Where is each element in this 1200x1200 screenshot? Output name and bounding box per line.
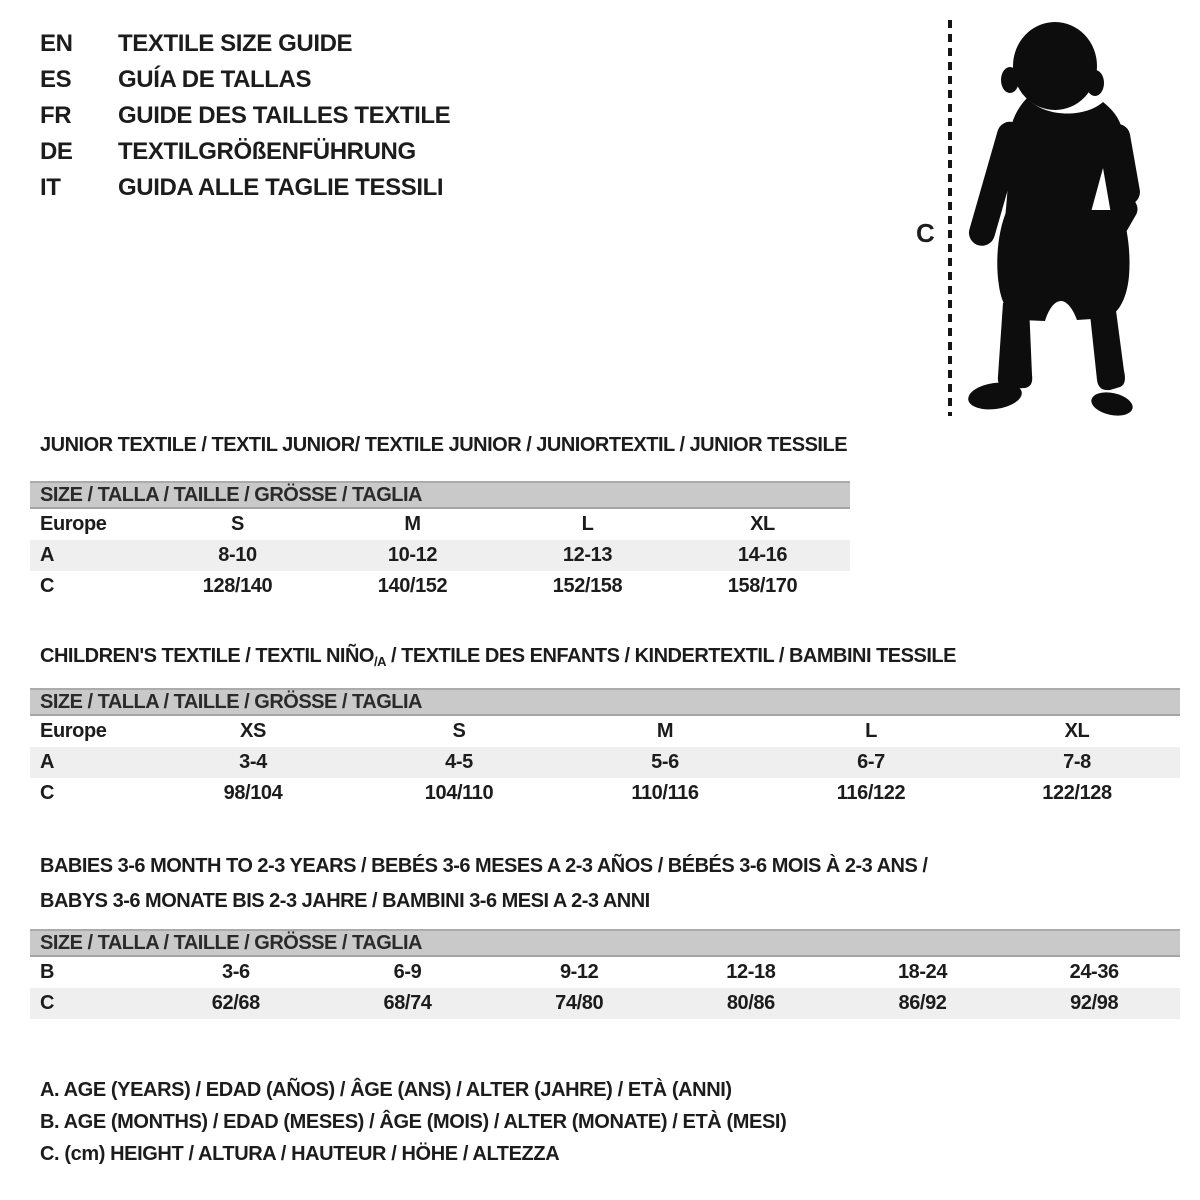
table-cell: 152/158 (552, 575, 623, 597)
height-measure-label: C (916, 218, 935, 248)
table-cell: XL (750, 513, 775, 535)
table-cell: S (231, 513, 244, 535)
table-cell: 8-10 (218, 544, 257, 566)
table-row-height (30, 988, 1180, 1019)
table-cell: 140/152 (377, 575, 448, 597)
table-cell: 104/110 (424, 782, 494, 804)
lang-code: IT (40, 174, 61, 201)
lang-row-es (40, 62, 450, 98)
lang-code: FR (40, 102, 72, 129)
junior-size-table (30, 481, 850, 602)
table-cell: 74/80 (555, 992, 604, 1014)
table-row-height (30, 571, 850, 602)
table-row-europe (30, 716, 1180, 747)
babies-title-line1: BABIES 3-6 MONTH TO 2-3 YEARS / BEBÉS 3-6 MESES A 2-3 AÑOS / BÉBÉS 3-6 MOIS À 2-3 ANS / (40, 855, 928, 877)
table-cell: 24-36 (1069, 961, 1119, 983)
table-cell: 12-18 (726, 961, 776, 983)
row-label: Europe (40, 513, 107, 535)
table-cell: 116/122 (836, 782, 906, 804)
lang-title: GUÍA DE TALLAS (118, 66, 312, 93)
table-cell: 68/74 (383, 992, 432, 1014)
table-cell: 12-13 (562, 544, 613, 566)
table-cell: M (404, 513, 421, 535)
lang-row-de (40, 134, 450, 170)
table-row-height (30, 778, 1180, 809)
babies-section-title (40, 849, 927, 919)
table-cell: 92/98 (1070, 992, 1119, 1014)
babies-size-table (30, 929, 1180, 1019)
table-cell: L (865, 720, 877, 742)
lang-code: EN (40, 30, 73, 57)
children-title-main: CHILDREN'S TEXTILE / TEXTIL NIÑO (40, 645, 374, 667)
legend-line-b: B. AGE (MONTHS) / EDAD (MESES) / ÂGE (MOIS) / ALTER (MONATE) / ETÀ (MESI) (40, 1111, 787, 1133)
table-row-europe (30, 509, 850, 540)
table-cell: 14-16 (737, 544, 788, 566)
lang-row-it (40, 170, 450, 206)
table-cell: L (581, 513, 594, 535)
lang-code: DE (40, 138, 73, 165)
table-cell: 10-12 (387, 544, 438, 566)
row-label: C (40, 575, 55, 597)
row-label: A (40, 544, 55, 566)
table-cell: XL (1064, 720, 1090, 742)
table-cell: 80/86 (726, 992, 775, 1014)
lang-title: TEXTILGRÖßENFÜHRUNG (118, 138, 416, 165)
table-cell: 3-4 (239, 751, 267, 773)
table-cell: 7-8 (1063, 751, 1091, 773)
table-cell: 98/104 (223, 782, 283, 804)
table-cell: 128/140 (202, 575, 273, 597)
lang-row-en (40, 26, 450, 62)
table-cell: 18-24 (897, 961, 948, 983)
row-label: C (40, 782, 55, 804)
table-cell: S (452, 720, 466, 742)
size-header-bar: SIZE / TALLA / TAILLE / GRÖSSE / TAGLIA (30, 688, 1180, 716)
table-row-age (30, 747, 1180, 778)
size-header-bar: SIZE / TALLA / TAILLE / GRÖSSE / TAGLIA (30, 481, 850, 509)
height-measure-dashed-line (948, 20, 952, 416)
table-cell: 3-6 (221, 961, 250, 983)
table-cell: 6-9 (393, 961, 422, 983)
babies-title-line2: BABYS 3-6 MONATE BIS 2-3 JAHRE / BAMBINI 3-6 MESI A 2-3 ANNI (40, 890, 650, 912)
table-cell: 110/116 (631, 782, 699, 804)
row-label: Europe (40, 720, 107, 742)
row-label: A (40, 751, 55, 773)
table-cell: 62/68 (211, 992, 260, 1014)
lang-title: TEXTILE SIZE GUIDE (118, 30, 353, 57)
table-cell: XS (240, 720, 266, 742)
table-row-months (30, 957, 1180, 988)
children-size-table (30, 688, 1180, 809)
table-row-age (30, 540, 850, 571)
language-title-list (40, 26, 450, 206)
table-cell: M (656, 720, 674, 742)
table-cell: 5-6 (651, 751, 679, 773)
children-title-rest: / TEXTILE DES ENFANTS / KINDERTEXTIL / BAMBINI TESSILE (385, 645, 956, 667)
row-label: B (40, 961, 55, 983)
lang-title: GUIDA ALLE TAGLIE TESSILI (118, 174, 444, 201)
table-cell: 122/128 (1042, 782, 1112, 804)
lang-title: GUIDE DES TAILLES TEXTILE (118, 102, 451, 129)
table-cell: 4-5 (445, 751, 473, 773)
size-header-bar: SIZE / TALLA / TAILLE / GRÖSSE / TAGLIA (30, 929, 1180, 957)
junior-section-title: JUNIOR TEXTILE / TEXTIL JUNIOR/ TEXTILE JUNIOR / JUNIORTEXTIL / JUNIOR TESSILE (40, 434, 848, 456)
row-label: C (40, 992, 55, 1014)
toddler-silhouette (965, 18, 1140, 418)
lang-row-fr (40, 98, 450, 134)
legend-line-c: C. (cm) HEIGHT / ALTURA / HAUTEUR / HÖHE / ALTEZZA (40, 1143, 560, 1165)
children-section-title (40, 645, 956, 669)
legend-line-a: A. AGE (YEARS) / EDAD (AÑOS) / ÂGE (ANS) / ALTER (JAHRE) / ETÀ (ANNI) (40, 1079, 732, 1101)
table-cell: 6-7 (857, 751, 885, 773)
table-cell: 9-12 (559, 961, 599, 983)
measurement-legend (40, 1074, 786, 1170)
table-cell: 86/92 (898, 992, 947, 1014)
children-title-sub: /A (373, 654, 386, 669)
lang-code: ES (40, 66, 72, 93)
table-cell: 158/170 (727, 575, 798, 597)
